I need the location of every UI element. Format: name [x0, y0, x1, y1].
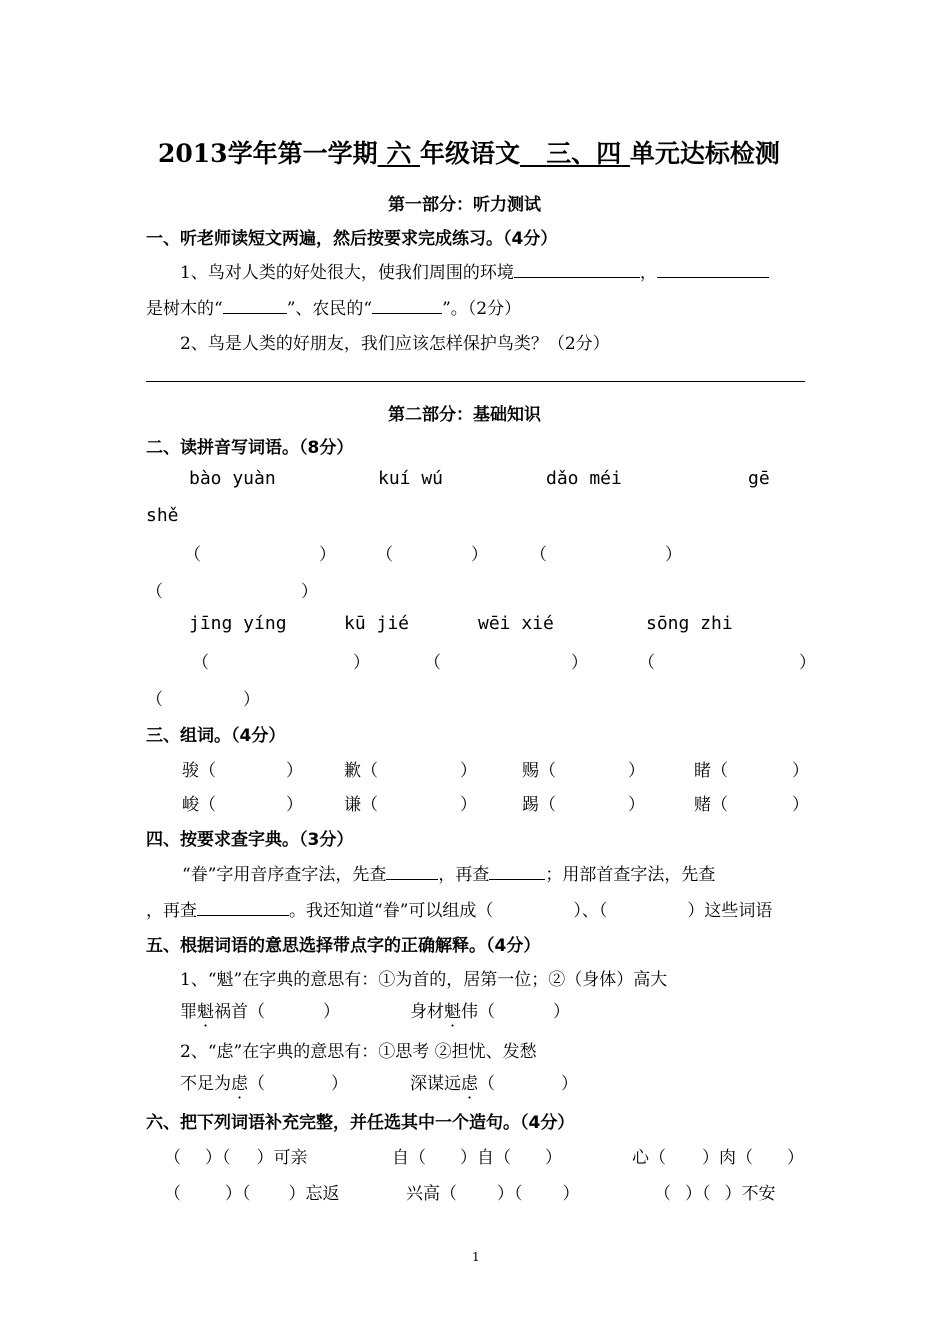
section-five-q2: 2、“虑”在字典的意思有：①思考 ②担忧、发愁	[180, 1042, 537, 1062]
word-item[interactable]: 谦（ ）	[344, 795, 477, 815]
section-one-heading: 一、听老师读短文两遍，然后按要求完成练习。（4分）	[146, 229, 558, 249]
answer-paren[interactable]: （ ）	[424, 653, 588, 673]
answer-paren[interactable]: （ ）	[530, 545, 682, 565]
part-one-heading: 第一部分：听力测试	[388, 195, 541, 215]
idiom-item[interactable]: 自（ ）自（ ）	[392, 1148, 562, 1168]
part-two-heading: 第二部分：基础知识	[388, 405, 541, 425]
idiom-item[interactable]: 兴高（ ）（ ）	[406, 1184, 580, 1204]
answer-blank[interactable]	[514, 261, 640, 278]
section-two-heading: 二、读拼音写词语。（8分）	[146, 438, 354, 458]
answer-paren[interactable]: （ ）	[638, 653, 816, 673]
answer-line[interactable]	[146, 381, 805, 382]
pinyin-item: shě	[146, 505, 179, 526]
answer-paren[interactable]: （ ）	[146, 582, 318, 602]
answer-blank[interactable]	[657, 261, 769, 278]
idiom-item[interactable]: （ ）（ ）可亲	[164, 1148, 308, 1168]
idiom-item[interactable]: （ ）（ ）忘返	[164, 1184, 340, 1204]
section-six-heading: 六、把下列词语补充完整，并任选其中一个造句。（4分）	[146, 1113, 575, 1133]
word-item[interactable]: 罪魁祸首（ ）	[180, 1002, 340, 1022]
answer-blank[interactable]	[386, 863, 438, 880]
section-one-q2: 2、鸟是人类的好朋友，我们应该怎样保护鸟类？（2分）	[180, 334, 610, 354]
section-five-q1: 1、“魁”在字典的意思有：①为首的，居第一位；②（身体）高大	[180, 970, 668, 990]
section-three-heading: 三、组词。（4分）	[146, 726, 286, 746]
pinyin-item: kū jié	[344, 613, 410, 634]
section-four-line2: ，再查 。我还知道“眷”可以组成（ ）、（ ）这些词语	[146, 901, 773, 921]
pinyin-item: sōng zhi	[646, 613, 733, 634]
word-item[interactable]: 身材魁伟（ ）	[410, 1002, 570, 1022]
word-item[interactable]: 赌（ ）	[694, 795, 809, 815]
section-four-line1: “眷”字用音序查字法，先查 ，再查 ；用部首查字法，先查	[182, 865, 716, 885]
pinyin-item: jīng yíng	[189, 613, 287, 634]
word-item[interactable]: 深谋远虑（ ）	[410, 1074, 578, 1094]
pinyin-item: wēi xié	[478, 613, 554, 634]
word-item[interactable]: 赐（ ）	[522, 761, 645, 781]
pinyin-item: kuí wú	[378, 468, 444, 489]
pinyin-item: bào yuàn	[189, 468, 276, 489]
answer-paren[interactable]: （ ）	[184, 545, 336, 565]
answer-paren[interactable]: （ ）	[146, 690, 260, 710]
section-one-q1-line2: 是树木的“ ”、农民的“ ”。（2分）	[146, 299, 522, 319]
answer-blank[interactable]	[372, 297, 442, 314]
word-item[interactable]: 歉（ ）	[344, 761, 477, 781]
answer-paren[interactable]: （ ）	[192, 653, 370, 673]
section-five-heading: 五、根据词语的意思选择带点字的正确解释。（4分）	[146, 936, 541, 956]
answer-paren[interactable]: （ ）	[376, 545, 488, 565]
answer-blank[interactable]	[197, 899, 289, 916]
word-item[interactable]: 不足为虑（ ）	[180, 1074, 348, 1094]
word-item[interactable]: 睹（ ）	[694, 761, 809, 781]
section-one-q1-line1: 1、鸟对人类的好处很大，使我们周围的环境 ，	[180, 258, 769, 283]
page-number: 1	[472, 1250, 480, 1264]
word-item[interactable]: 峻（ ）	[182, 795, 303, 815]
idiom-item[interactable]: 心（ ）肉（ ）	[632, 1148, 804, 1168]
answer-blank[interactable]	[223, 297, 287, 314]
word-item[interactable]: 踢（ ）	[522, 795, 645, 815]
page-title: 2013学年第一学期 六 年级语文 三、四 单元达标检测	[158, 139, 780, 168]
word-item[interactable]: 骏（ ）	[182, 761, 303, 781]
idiom-item[interactable]: （ ）（ ）不安	[654, 1184, 776, 1204]
pinyin-item: gē	[748, 468, 770, 489]
answer-blank[interactable]	[489, 863, 545, 880]
section-four-heading: 四、按要求查字典。（3分）	[146, 830, 354, 850]
pinyin-item: dǎo méi	[546, 468, 622, 489]
